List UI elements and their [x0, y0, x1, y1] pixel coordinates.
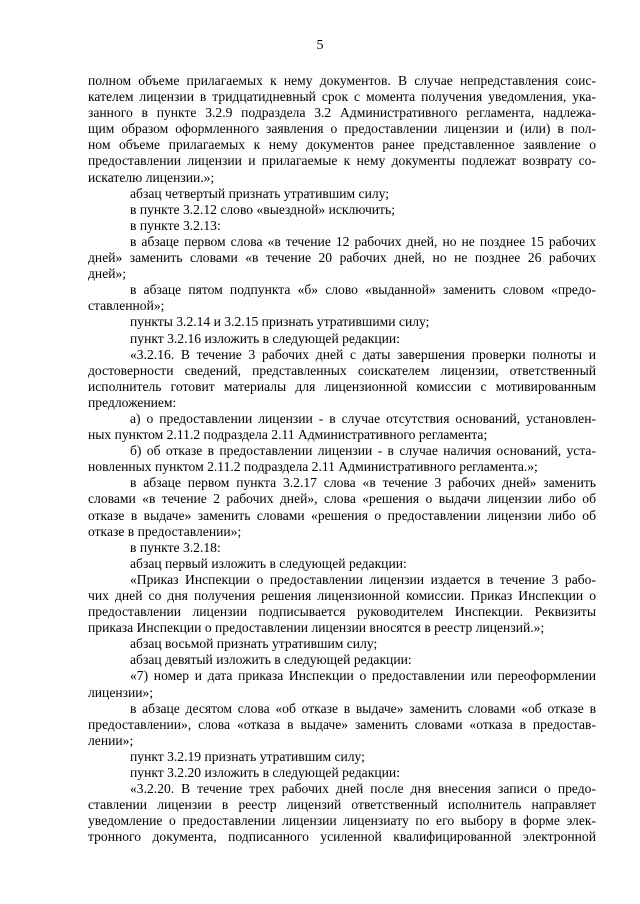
text-line: пункт 3.2.16 изложить в следующей редакции: — [130, 330, 400, 346]
text-line: пункты 3.2.14 и 3.2.15 признать утратившими силу; — [130, 314, 430, 330]
text-line: занного в пункте 3.2.9 подраздела 3.2 Административного регламента, надлежа- — [88, 105, 596, 121]
text-line: уведомление о предоставлении лицензии лицензиату по его выбору в форме элек- — [88, 813, 596, 829]
text-line: «7) номер и дата приказа Инспекции о предоставлении или переоформлении — [130, 668, 596, 684]
text-line: ставлении лицензии в реестр лицензий ответственный исполнитель направляет — [88, 797, 596, 813]
text-line: словами «в течение 2 рабочих дней», слова «решения о выдачи лицензии либо об — [88, 491, 596, 507]
text-line: а) о предоставлении лицензии - в случае отсутствия оснований, установлен- — [130, 410, 596, 426]
text-line: в абзаце первом пункта 3.2.17 слова «в течение 3 рабочих дней» заменить — [130, 475, 596, 491]
text-line: полном объеме прилагаемых к нему документов. В случае непредставления соис- — [88, 73, 596, 88]
text-line: в пункте 3.2.13: — [130, 217, 221, 233]
text-line: отказе в выдаче» заменить словами «решения о предоставлении лицензии либо об — [88, 507, 596, 523]
text-line: лицензии»; — [88, 684, 154, 700]
text-line: ных пунктом 2.11.2 подраздела 2.11 Административного регламента; — [88, 427, 488, 443]
page-number: 5 — [316, 38, 324, 53]
text-line: тронного документа, подписанного усиленной квалифицированной электронной — [88, 829, 596, 845]
text-line: кателем лицензии в тридцатидневный срок с момента получения уведомления, ука- — [88, 89, 596, 105]
text-line: в абзаце пятом подпункта «б» слово «выданной» заменить словом «предо- — [130, 282, 596, 298]
text-line: абзац первый изложить в следующей редакции: — [130, 555, 407, 571]
text-line: ном объеме прилагаемых к нему документов ранее представленное заявление о — [88, 137, 596, 153]
text-line: ставленной»; — [88, 298, 165, 314]
text-line: отказе в предоставлении»; — [88, 523, 242, 539]
text-line: дней»; — [88, 266, 127, 282]
text-line: лении»; — [88, 732, 134, 748]
text-line: пункт 3.2.19 признать утратившим силу; — [130, 748, 365, 764]
text-line: предоставлении лицензии подписывается руководителем Инспекции. Реквизиты — [88, 604, 596, 620]
text-line: абзац четвертый признать утратившим силу; — [130, 185, 390, 201]
text-line: «3.2.16. В течение 3 рабочих дней с даты завершения проверки полноты и — [130, 346, 596, 362]
text-line: предложением: — [88, 394, 177, 410]
text-line: достоверности сведений, представленных соискателем лицензии, ответственный — [88, 362, 596, 378]
text-line: предоставлении лицензии и прилагаемые к нему документы подлежат возврату со- — [88, 153, 596, 169]
text-line: в абзаце первом слова «в течение 12 рабочих дней, но не позднее 15 рабочих — [130, 233, 596, 249]
text-line: чих дней со дня получения решения лицензионной комиссии. Приказ Инспекции о — [88, 588, 596, 603]
text-line: в пункте 3.2.18: — [130, 539, 221, 555]
text-line: щим образом оформленного заявления о предоставлении лицензии и (или) в пол- — [88, 121, 596, 137]
text-line: абзац восьмой признать утратившим силу; — [130, 636, 378, 652]
text-line: абзац девятый изложить в следующей редакции: — [130, 652, 412, 668]
text-line: в пункте 3.2.12 слово «выездной» исключить; — [130, 201, 395, 217]
text-line: в абзаце десятом слова «об отказе в выдаче» заменить словами «об отказе в — [130, 700, 596, 716]
text-line: предоставлении», слова «отказа в выдаче» заменить словами «отказа в предостав- — [88, 716, 596, 732]
text-line: «Приказ Инспекции о предоставлении лицензии издается в течение 3 рабо- — [130, 571, 596, 587]
text-line: исполнитель готовит материалы для лицензионной комиссии с мотивированным — [88, 378, 596, 394]
text-line: искателю лицензии.»; — [88, 169, 215, 185]
text-line: новленных пунктом 2.11.2 подраздела 2.11 Административного регламента.»; — [88, 459, 538, 475]
document-body — [88, 73, 596, 846]
text-line: пункт 3.2.20 изложить в следующей редакции: — [130, 765, 400, 781]
text-line: приказа Инспекции о предоставлении лицензии вносятся в реестр лицензий.»; — [88, 620, 545, 636]
text-line: «3.2.20. В течение трех рабочих дней после дня внесения записи о предо- — [130, 781, 596, 797]
text-line: б) об отказе в предоставлении лицензии - в случае наличия оснований, уста- — [130, 443, 596, 459]
text-line: дней» заменить словами «в течение 20 рабочих дней, но не позднее 26 рабочих — [88, 250, 596, 266]
